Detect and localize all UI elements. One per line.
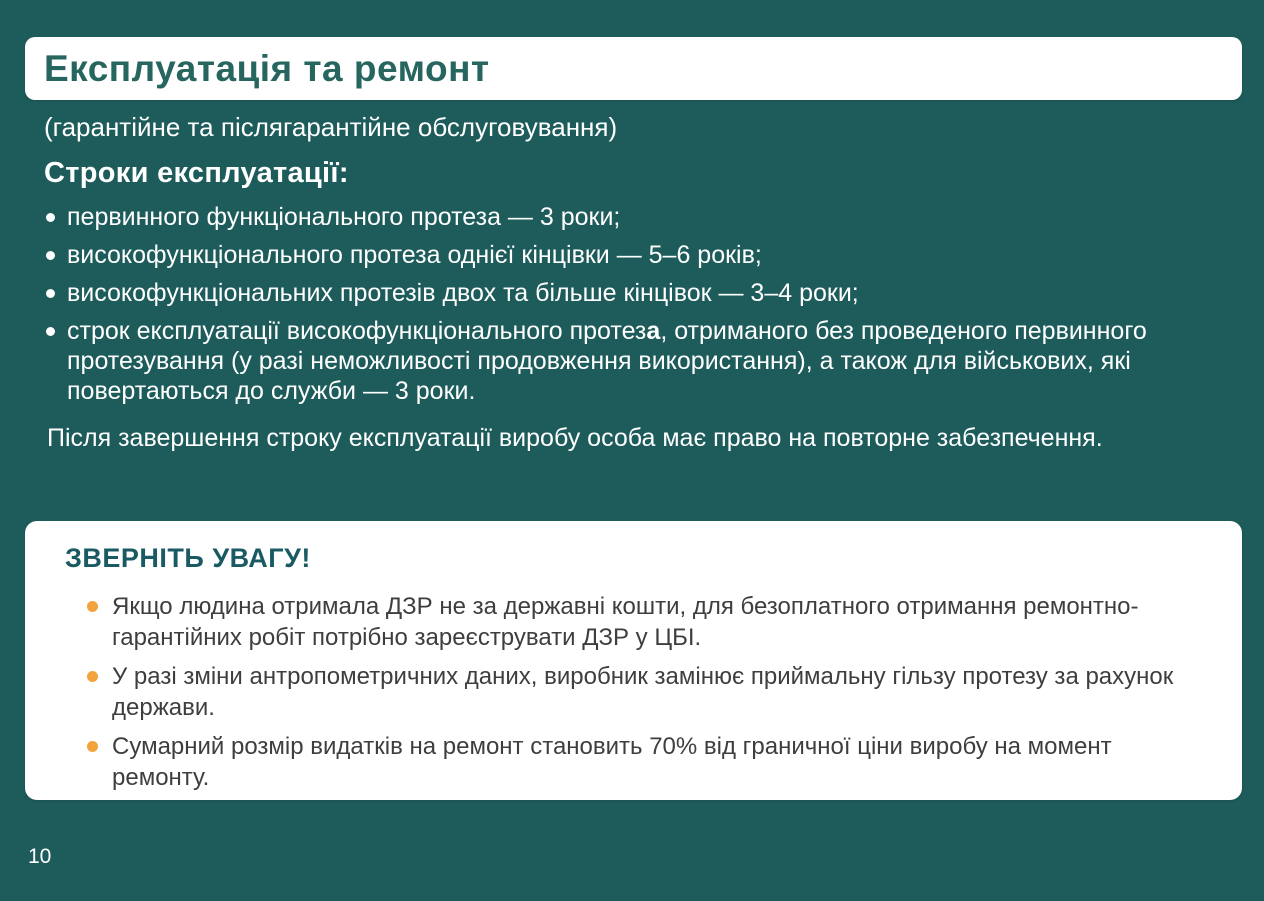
notice-list [87,591,1177,793]
subtitle: (гарантійне та післягарантійне обслуговування) [44,112,618,142]
list-item-text-post: , отриманого без проведеного первинного протезування (у разі неможливості продовження використання), а також для військових, які повертаються до служби — 3 роки. [67,317,1147,405]
orange-bullet-dot-icon [87,671,98,682]
terms-list [44,202,1224,414]
bullet-dot-icon [46,289,55,298]
list-item [44,240,1224,270]
list-item-text-bold: а [646,317,661,345]
notice-item-text: Сумарний розмір видатків на ремонт становить 70% від граничної ціни виробу на момент ремонту. [112,733,1112,791]
orange-bullet-dot-icon [87,601,98,612]
list-item-text: первинного функціонального протеза — 3 роки; [67,203,621,231]
list-item [44,316,1224,406]
title-bar [25,37,1242,100]
paragraph: Після завершення строку експлуатації виробу особа має право на повторне забезпечення. [47,424,1103,452]
notice-item [87,661,1177,723]
bullet-dot-icon [46,251,55,260]
list-item-text: високофункціональних протезів двох та більше кінцівок — 3–4 роки; [67,279,859,307]
page-number: 10 [28,845,52,868]
list-item-text-pre: строк експлуатації високофункціонального протез [67,317,647,345]
page-title: Експлуатація та ремонт [44,47,490,89]
notice-heading: ЗВЕРНІТЬ УВАГУ! [65,543,311,573]
notice-item [87,591,1177,653]
list-item [44,278,1224,308]
bullet-dot-icon [46,327,55,336]
orange-bullet-dot-icon [87,741,98,752]
notice-card [25,521,1242,800]
list-item-text: високофункціонального протеза однієї кінцівки — 5–6 років; [67,241,762,269]
notice-item-text: Якщо людина отримала ДЗР не за державні кошти, для безоплатного отримання ремонтно-гарантійних робіт потрібно зареєструвати ДЗР у ЦБІ. [112,593,1139,651]
list-item [44,202,1224,232]
section-heading: Строки експлуатації: [44,157,349,189]
bullet-dot-icon [46,213,55,222]
notice-item-text: У разі зміни антропометричних даних, виробник замінює приймальну гільзу протезу за рахунок держави. [112,663,1174,721]
notice-item [87,731,1177,793]
